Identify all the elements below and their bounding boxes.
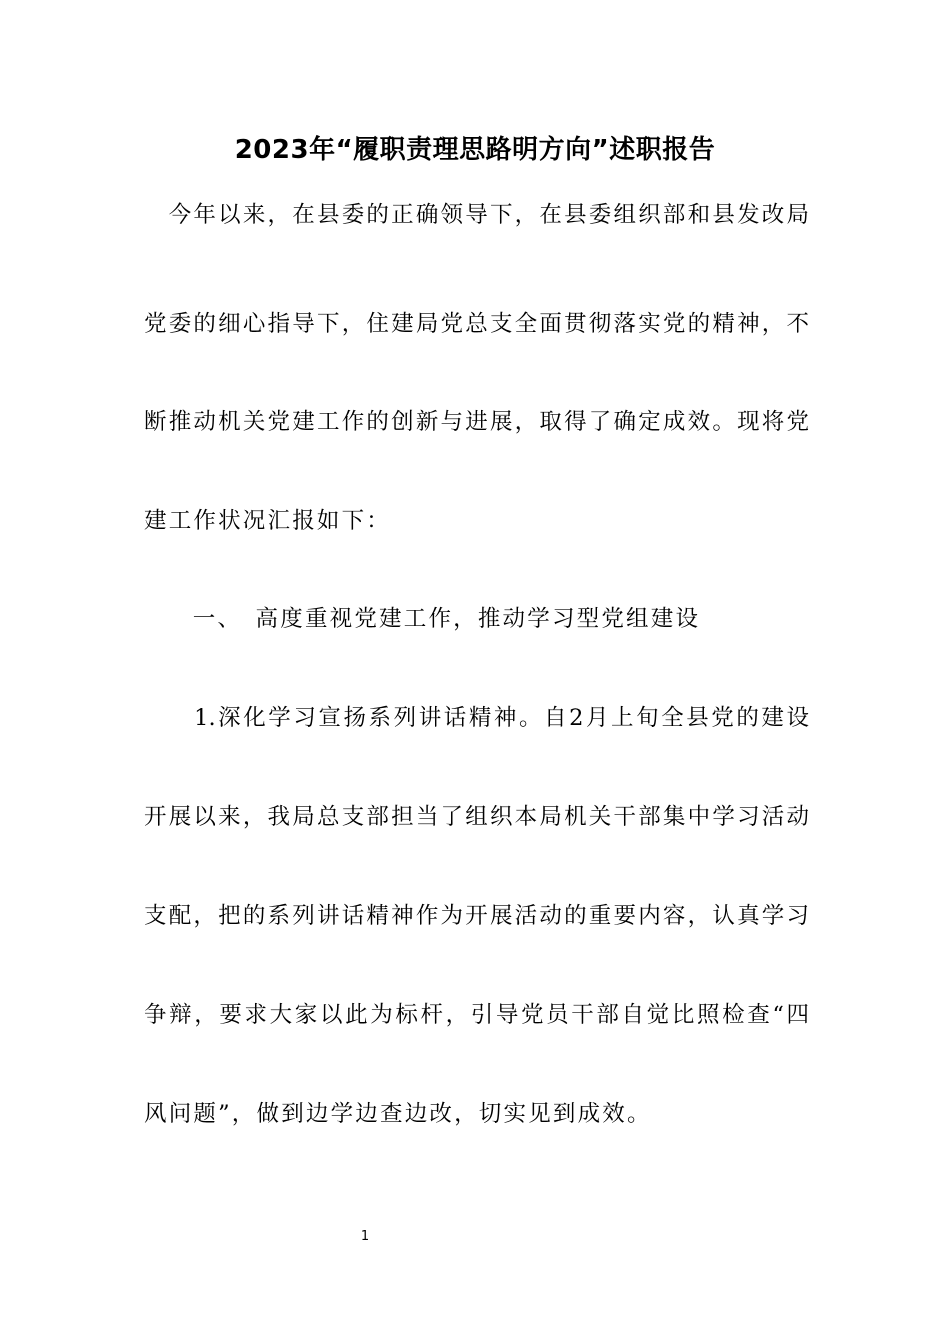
- paragraph-line-3: 断推动机关党建工作的创新与进展，取得了确定成效。现将党: [144, 409, 809, 435]
- paragraph-line-6: 开展以来，我局总支部担当了组织本局机关干部集中学习活动: [144, 804, 809, 830]
- paragraph-line-7: 支配，把的系列讲话精神作为开展活动的重要内容，认真学习: [144, 903, 809, 929]
- paragraph-line-5: 1.深化学习宣扬系列讲话精神。自2月上旬全县党的建设: [144, 705, 809, 731]
- paragraph-line-9: 风问题”，做到边学边查边改，切实见到成效。: [144, 1101, 652, 1127]
- paragraph-line-4: 建工作状况汇报如下：: [144, 508, 392, 534]
- document-title: 2023年“履职责理思路明方向”述职报告: [234, 135, 716, 165]
- page-number: 1: [360, 1229, 370, 1244]
- paragraph-line-2: 党委的细心指导下，住建局党总支全面贯彻落实党的精神，不: [144, 311, 809, 337]
- paragraph-line-8: 争辩，要求大家以此为标杆，引导党员干部自觉比照检查“四: [144, 1002, 809, 1028]
- section-heading: 一、 高度重视党建工作，推动学习型党组建设: [168, 606, 701, 632]
- paragraph-line-1: 今年以来，在县委的正确领导下，在县委组织部和县发改局: [144, 202, 809, 228]
